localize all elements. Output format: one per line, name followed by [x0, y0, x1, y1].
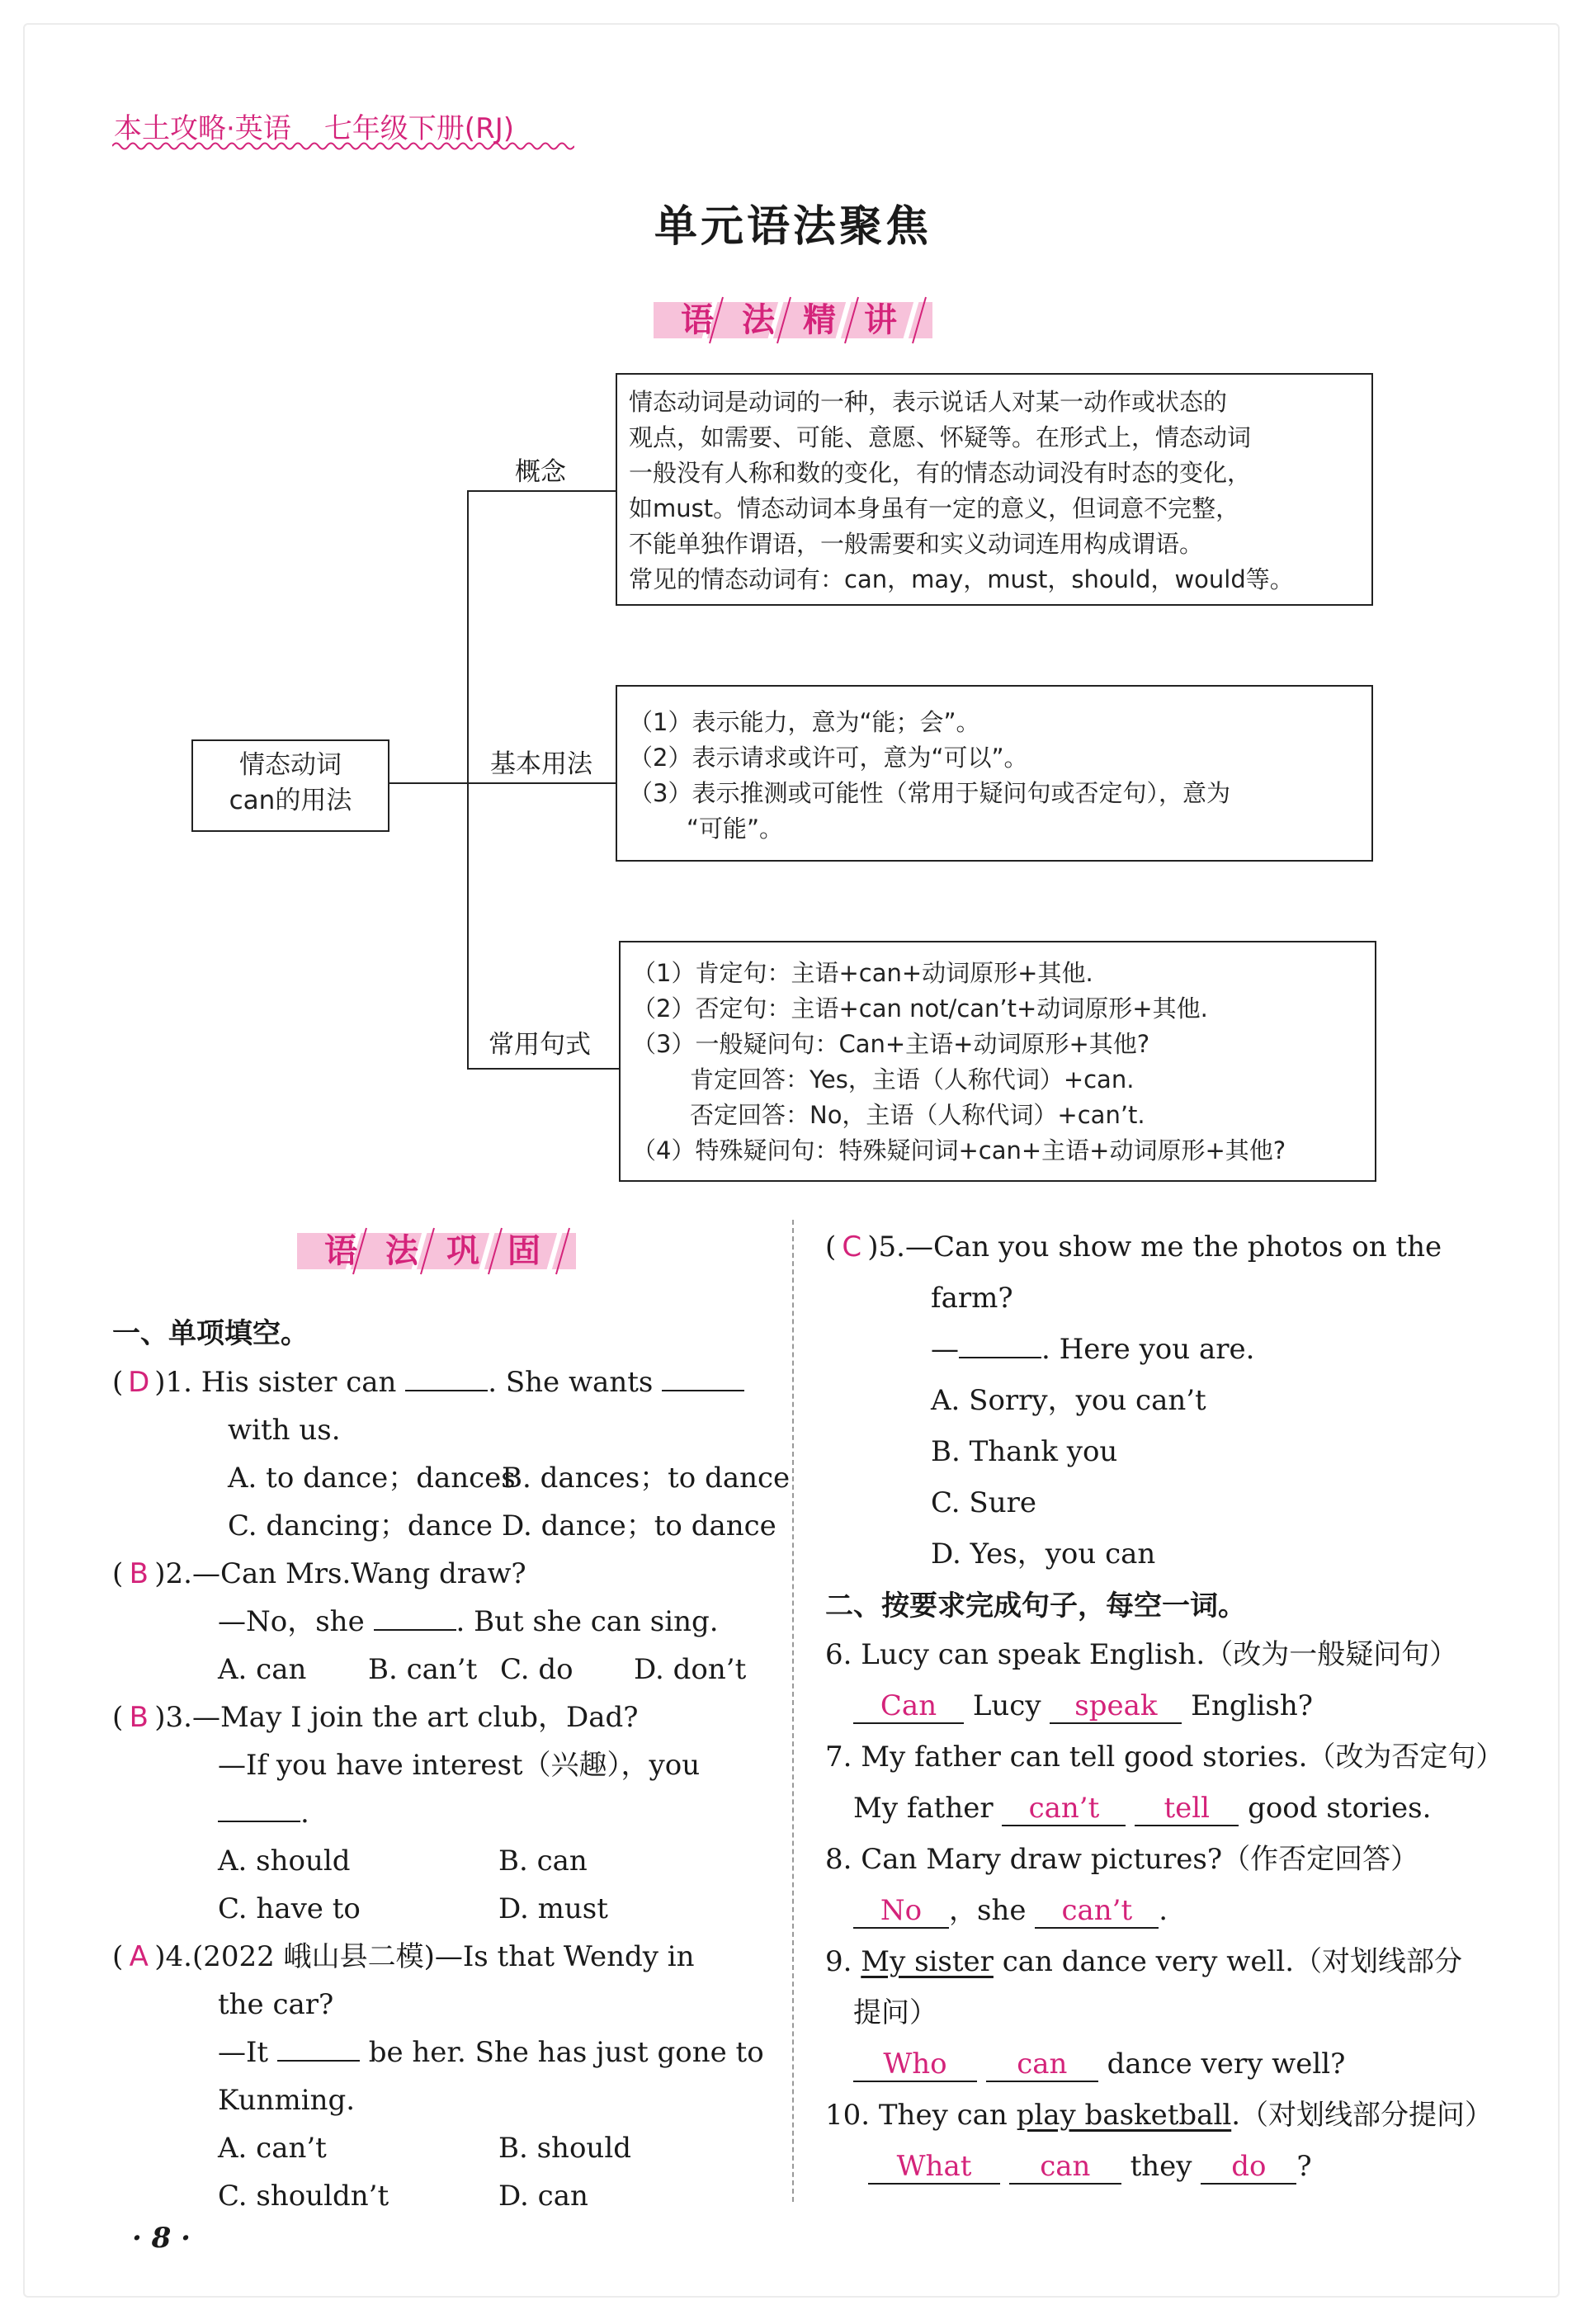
q1-line1: ( D )1. His sister can . She wants	[112, 1358, 744, 1406]
q2-answer: B	[129, 1557, 149, 1590]
q6-mid: Lucy	[972, 1689, 1041, 1722]
q2-option[interactable]: C. do	[500, 1653, 574, 1686]
concept-line: 情态动词是动词的一种，表示说话人对某一动作或状态的	[629, 388, 1228, 416]
q10-blank3[interactable]	[1201, 2150, 1296, 2185]
q5-stem-d: . Here you are.	[1041, 1333, 1255, 1366]
q1-number: )1.	[154, 1366, 192, 1399]
q2-option[interactable]: D. don’t	[634, 1653, 747, 1686]
q9-end: dance very well?	[1107, 2048, 1346, 2081]
concept-line: 一般没有人称和数的变化，有的情态动词没有时态的变化，	[629, 459, 1252, 487]
q7-answer1: can’t	[1028, 1792, 1100, 1825]
q3-option[interactable]: B. can	[498, 1845, 588, 1878]
q2-line1: ( B )2.—Can Mrs.Wang draw?	[112, 1550, 526, 1598]
q7-blank1[interactable]	[1002, 1792, 1126, 1826]
concept-box	[616, 373, 1373, 606]
q6-stem: 6. Lucy can speak English.（改为一般疑问句）	[825, 1638, 1458, 1671]
q1-option[interactable]: C. dancing；dance	[228, 1509, 493, 1542]
q3-stem-c: .	[300, 1797, 309, 1830]
concept-line: 不能单独作谓语，一般需要和实义动词连用构成谓语。	[629, 530, 1204, 558]
concept-line: 常见的情态动词有：can，may，must，should，would等。	[629, 565, 1294, 593]
page-number: · 8 ·	[132, 2222, 191, 2255]
q6-answer-line	[853, 1682, 1313, 1730]
q9-stem	[825, 1938, 1462, 1986]
q3-blank[interactable]	[218, 1821, 300, 1822]
q8-answer-line	[853, 1887, 1168, 1934]
q4-option[interactable]: A. can’t	[218, 2132, 327, 2165]
q3-number: )3.	[154, 1701, 192, 1734]
q7-stem: 7. My father can tell good stories.（改为否定句）	[825, 1741, 1504, 1774]
q3-option[interactable]: C. have to	[218, 1892, 361, 1925]
q2-line2	[218, 1598, 719, 1646]
connector-usage	[467, 782, 617, 784]
q4-blank[interactable]	[277, 2060, 360, 2062]
book-name: 本土攻略·英语	[114, 112, 291, 145]
q10-answer3: do	[1231, 2150, 1267, 2183]
q9-answer2: can	[1017, 2048, 1068, 2081]
root-line2: can的用法	[229, 786, 352, 815]
q1-stem-c: with us.	[228, 1414, 341, 1447]
q5-stem-b: farm?	[931, 1282, 1013, 1315]
q9-number: 9.	[825, 1945, 852, 1978]
pattern-line: 肯定回答：Yes，主语（人称代词）+can.	[690, 1065, 1135, 1094]
q6-answer2: speak	[1074, 1689, 1158, 1722]
q10-answer-line	[868, 2142, 1312, 2190]
q1-option[interactable]: D. dance；to dance	[502, 1509, 776, 1542]
q3-line3	[218, 1789, 309, 1837]
q9-stem-line2: 提问）	[853, 1996, 937, 2029]
q8-mid: ，she	[949, 1894, 1027, 1927]
q10-number: 10. They can	[825, 2099, 1008, 2132]
q9-blank2[interactable]	[986, 2048, 1098, 2082]
pattern-line: （4）特殊疑问句：特殊疑问词+can+主语+动词原形+其他?	[632, 1136, 1286, 1164]
q10-stem	[825, 2091, 1493, 2139]
q7-start: My father	[853, 1792, 994, 1825]
q4-stem-d: be her. She has just gone to	[368, 2036, 764, 2069]
q5-answer: C	[842, 1230, 862, 1264]
q5-stem-a: —Can you show me the photos on the	[904, 1230, 1442, 1264]
root-line1: 情态动词	[239, 750, 342, 780]
concept-line: 如must。情态动词本身虽有一定的意义，但词意不完整，	[629, 494, 1240, 522]
pattern-line: （1）肯定句：主语+can+动词原形+其他.	[632, 959, 1093, 987]
pattern-line: 否定回答：No，主语（人称代词）+can’t.	[690, 1101, 1145, 1129]
q1-blank2[interactable]	[662, 1390, 744, 1391]
branch-label-pattern: 常用句式	[489, 1030, 591, 1060]
pattern-box	[619, 941, 1376, 1182]
q4-line1: ( A )4.(2022 峨山县二模)—Is that Wendy in	[112, 1933, 695, 1981]
q4-answer: A	[129, 1940, 149, 1973]
q1-option[interactable]: B. dances；to dance	[502, 1462, 791, 1495]
q3-option[interactable]: A. should	[218, 1845, 351, 1878]
q9-blank1[interactable]	[853, 2048, 977, 2082]
q6-blank1[interactable]	[853, 1689, 964, 1724]
root-box	[191, 739, 389, 832]
section-title-explain: 语法精讲	[681, 301, 925, 339]
q8-blank2[interactable]	[1035, 1894, 1159, 1929]
q4-number: )4.	[154, 1940, 192, 1973]
usage-box	[616, 685, 1373, 862]
q5-stem-c: —	[931, 1333, 959, 1366]
q4-stem-e: Kunming.	[218, 2084, 356, 2117]
part2-title: 二、按要求完成句子，每空一词。	[825, 1589, 1246, 1623]
q7-answer2: tell	[1164, 1792, 1211, 1825]
q5-line3	[931, 1325, 1254, 1373]
connector-root	[389, 782, 467, 784]
q5-option[interactable]: A. Sorry，you can’t	[931, 1384, 1206, 1417]
part1-title: 一、单项填空。	[112, 1317, 309, 1350]
pattern-line: （2）否定句：主语+can not/can’t+动词原形+其他.	[632, 994, 1208, 1023]
q5-option[interactable]: B. Thank you	[931, 1435, 1118, 1468]
q2-stem-b: —No，she	[218, 1605, 365, 1638]
q7-end: good stories.	[1248, 1792, 1432, 1825]
q2-option[interactable]: B. can’t	[368, 1653, 478, 1686]
page-title: 单元语法聚焦	[654, 201, 932, 252]
connector-vertical	[467, 490, 469, 1070]
usage-line: （3）表示推测或可能性（常用于疑问句或否定句），意为	[629, 779, 1230, 807]
q9-answer1: Who	[883, 2048, 947, 2081]
q4-option[interactable]: C. shouldn’t	[218, 2180, 389, 2213]
usage-line: “可能”。	[687, 815, 784, 843]
q3-stem-a: —May I join the art club，Dad?	[191, 1701, 639, 1734]
q9-underlined: My sister	[861, 1945, 994, 1978]
usage-line: （2）表示请求或许可，意为“可以”。	[629, 744, 1028, 772]
q4-option[interactable]: D. can	[498, 2180, 588, 2213]
connector-pattern	[467, 1068, 619, 1070]
q5-blank[interactable]	[959, 1357, 1041, 1358]
pattern-line: （3）一般疑问句：Can+主语+动词原形+其他?	[632, 1030, 1150, 1058]
q5-option[interactable]: D. Yes，you can	[931, 1538, 1156, 1571]
q6-blank2[interactable]	[1050, 1689, 1182, 1724]
q10-mid: they	[1130, 2150, 1192, 2183]
q2-stem-a: —Can Mrs.Wang draw?	[191, 1557, 526, 1590]
q9-answer-line	[853, 2040, 1345, 2088]
section-title-practice: 语法巩固	[324, 1232, 569, 1270]
q8-answer1: No	[880, 1894, 923, 1927]
concept-line: 观点，如需要、可能、意愿、怀疑等。在形式上，情态动词	[629, 423, 1252, 451]
section-ribbon-explain	[645, 294, 944, 347]
q10-underlined: play basketball	[1016, 2099, 1232, 2132]
q4-stem-b: the car?	[218, 1988, 334, 2021]
q3-option[interactable]: D. must	[498, 1892, 608, 1925]
column-divider	[792, 1220, 794, 2202]
q2-blank[interactable]	[374, 1629, 456, 1631]
q3-answer: B	[129, 1701, 149, 1734]
q5-line1: ( C )5.—Can you show me the photos on the	[825, 1223, 1442, 1271]
q2-number: )2.	[154, 1557, 192, 1590]
connector-concept	[467, 490, 617, 492]
q4-stem-c: —It	[218, 2036, 269, 2069]
q2-option[interactable]: A. can	[218, 1653, 307, 1686]
q5-option[interactable]: C. Sure	[931, 1486, 1036, 1519]
q6-end: English?	[1191, 1689, 1313, 1722]
header-wavy-underline	[112, 140, 574, 152]
q1-blank1[interactable]	[405, 1390, 488, 1391]
q3-stem-b: —If you have interest（兴趣），you	[218, 1749, 701, 1782]
q7-blank2[interactable]	[1135, 1792, 1239, 1826]
section-ribbon-practice	[289, 1225, 588, 1278]
q7-answer-line	[853, 1784, 1431, 1832]
q4-stem-a: (2022 峨山县二模)—Is that Wendy in	[191, 1940, 695, 1973]
q1-answer: D	[128, 1366, 150, 1399]
q8-answer2: can’t	[1061, 1894, 1133, 1927]
q10-blank2[interactable]	[1009, 2150, 1121, 2185]
q4-option[interactable]: B. should	[498, 2132, 631, 2165]
branch-label-usage: 基本用法	[490, 749, 592, 779]
q10-stem-rest: .（对划线部分提问）	[1231, 2099, 1494, 2132]
q4-line3	[218, 2029, 764, 2076]
q6-answer1: Can	[880, 1689, 937, 1722]
q8-end: .	[1159, 1894, 1168, 1927]
q1-stem-a: His sister can	[201, 1366, 397, 1399]
q9-stem-rest: can dance very well.（对划线部分	[1002, 1945, 1463, 1978]
usage-line: （1）表示能力，意为“能；会”。	[629, 708, 980, 736]
grade-name: 七年级下册(RJ)	[323, 112, 514, 145]
q2-stem-c: . But she can sing.	[456, 1605, 719, 1638]
q5-number: )5.	[867, 1230, 905, 1264]
q3-line1: ( B )3.—May I join the art club，Dad?	[112, 1693, 639, 1741]
q1-option[interactable]: A. to dance；dances	[228, 1462, 516, 1495]
branch-label-concept: 概念	[515, 457, 566, 487]
q10-blank1[interactable]	[868, 2150, 1000, 2185]
q10-answer2: can	[1040, 2150, 1091, 2183]
q10-end: ?	[1296, 2150, 1312, 2183]
q8-stem: 8. Can Mary draw pictures?（作否定回答）	[825, 1843, 1419, 1876]
q1-stem-b: . She wants	[488, 1366, 654, 1399]
q8-blank1[interactable]	[853, 1894, 949, 1929]
q10-answer1: What	[896, 2150, 972, 2183]
